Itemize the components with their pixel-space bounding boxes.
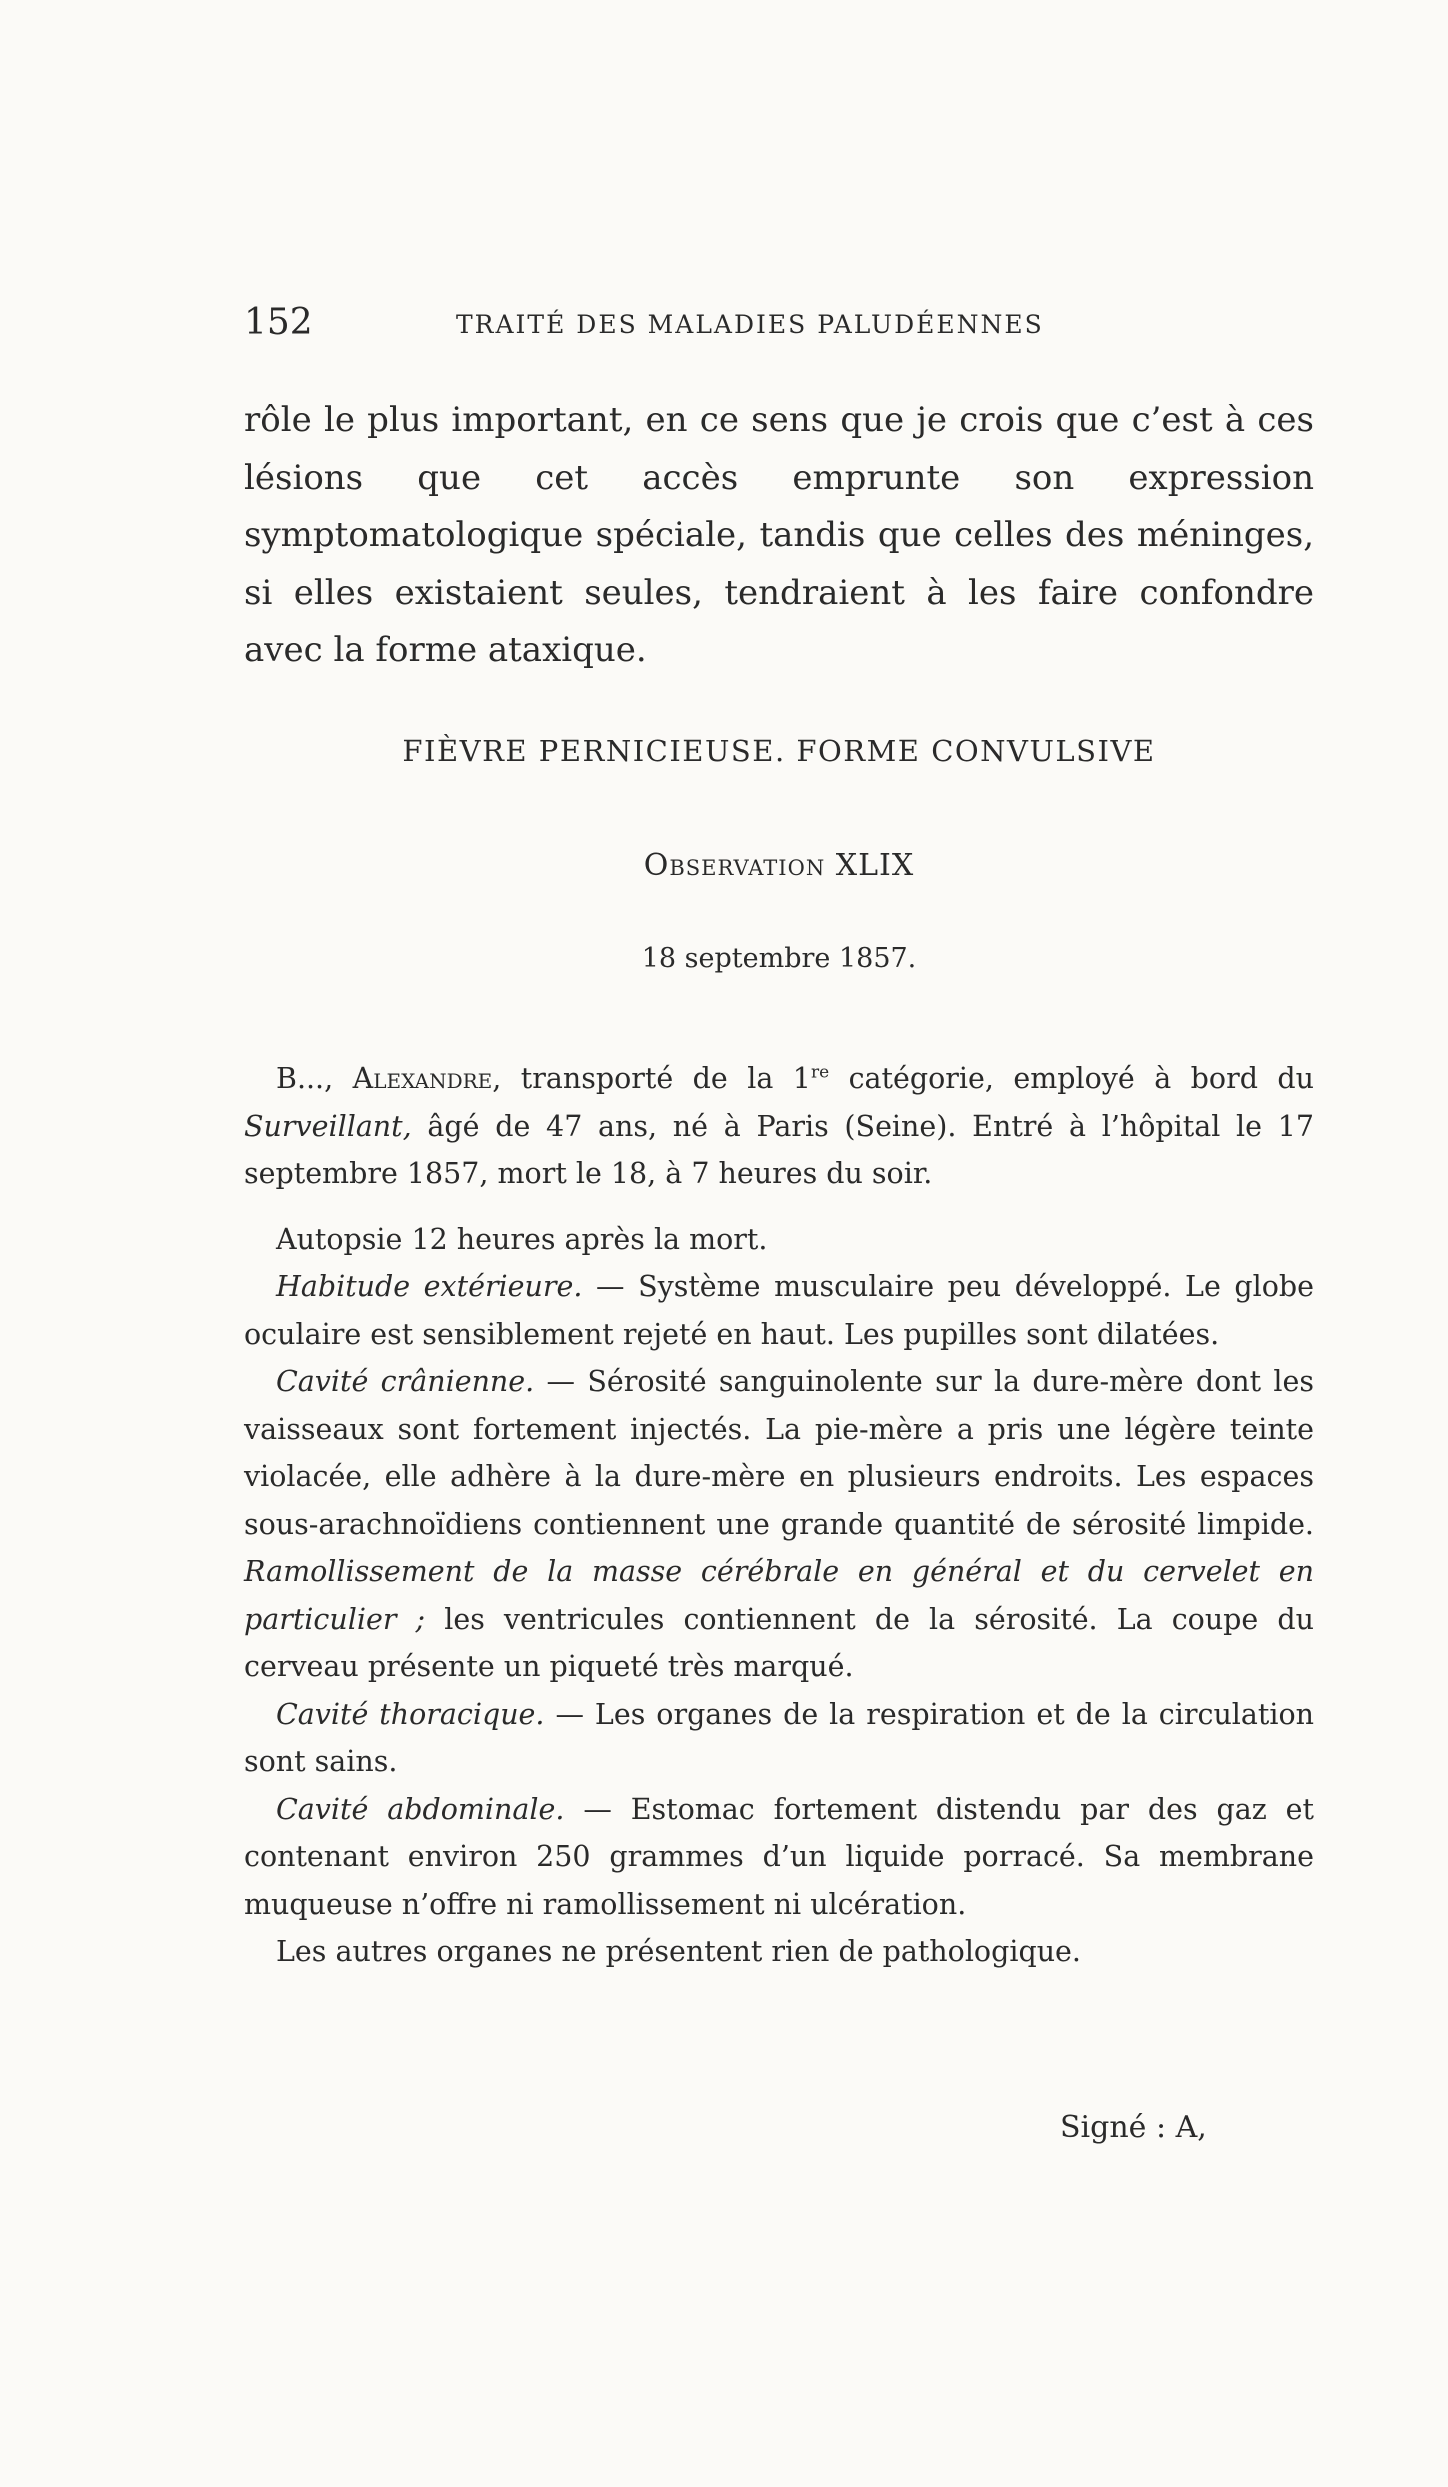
patient-text-2: catégorie, employé à bord du <box>829 1062 1315 1095</box>
cranienne-text-1: — Sérosité sanguinolente sur la dure-mère dont les vaisseaux sont fortement injectés. La pie-mère a pris une légère teinte violacée, elle adhère à la dure-mère en plusieurs endroits. Les espaces sous-arachnoïdiens contiennent une grande quantité de sérosité limpide. <box>244 1365 1314 1541</box>
patient-paragraph <box>244 1055 1314 1198</box>
autopsie-line: Autopsie 12 heures après la mort. <box>276 1222 768 1256</box>
thoracique-paragraph <box>244 1691 1314 1786</box>
abdominale-paragraph <box>244 1786 1314 1929</box>
observation-heading <box>244 848 1314 883</box>
patient-text-3: âgé de 47 ans, né à Paris (Seine). Entré à l’hôpital le 17 septembre 1857, mort le 18, à 7 heures du soir. <box>244 1109 1314 1190</box>
cranienne-text-2: les ventricules contiennent de la sérosité. La coupe du cerveau présente un piqueté très marqué. <box>244 1602 1314 1683</box>
habitude-label: Habitude extérieure. <box>276 1270 583 1303</box>
cranienne-italic: Ramollissement de la masse cérébrale en général et du cervelet en particulier ; <box>244 1555 1314 1636</box>
ordinal-superscript: re <box>810 1062 830 1083</box>
habitude-paragraph <box>244 1263 1314 1358</box>
signature: Signé : A, <box>1060 2110 1207 2145</box>
closing-line: Les autres organes ne présentent rien de pathologique. <box>276 1935 1081 1968</box>
observation-date: 18 septembre 1857. <box>641 943 917 974</box>
patient-name: Alexandre, <box>352 1062 502 1095</box>
section-title: FIÈVRE PERNICIEUSE. FORME CONVULSIVE <box>402 734 1156 768</box>
page-number: 152 <box>244 302 313 343</box>
patient-ref: B..., <box>276 1062 334 1095</box>
intro-paragraph-block <box>244 392 1314 680</box>
observation-body <box>244 1055 1314 1976</box>
cranienne-label: Cavité crânienne. <box>276 1365 535 1398</box>
abdominale-text: — Estomac fortement distendu par des gaz et contenant environ 250 grammes d’un liquide porracé. Sa membrane muqueuse n’offre ni ramollissement ni ulcération. <box>244 1792 1314 1921</box>
cranienne-paragraph <box>244 1358 1314 1691</box>
observation-label: Observation <box>643 848 826 883</box>
intro-paragraph: rôle le plus important, en ce sens que je crois que c’est à ces lésions que cet accès emprunte son expression symptomatologique spéciale, tandis que celles des méninges, si elles existaient seules, tendraient à les faire confondre avec la forme ataxique. <box>244 400 1314 670</box>
thoracique-text: — Les organes de la respiration et de la circulation sont sains. <box>244 1697 1314 1778</box>
ship-name: Surveillant, <box>244 1109 412 1143</box>
observation-number: XLIX <box>835 848 915 883</box>
habitude-text: — Système musculaire peu développé. Le globe oculaire est sensiblement rejeté en haut. Les pupilles sont dilatées. <box>244 1270 1314 1351</box>
running-head <box>244 302 1314 352</box>
thoracique-label: Cavité thoracique. <box>276 1697 545 1731</box>
abdominale-label: Cavité abdominale. <box>276 1792 565 1826</box>
patient-text-1: transporté de la 1 <box>501 1062 811 1095</box>
running-title: TRAITÉ DES MALADIES PALUDÉENNES <box>456 310 1044 339</box>
